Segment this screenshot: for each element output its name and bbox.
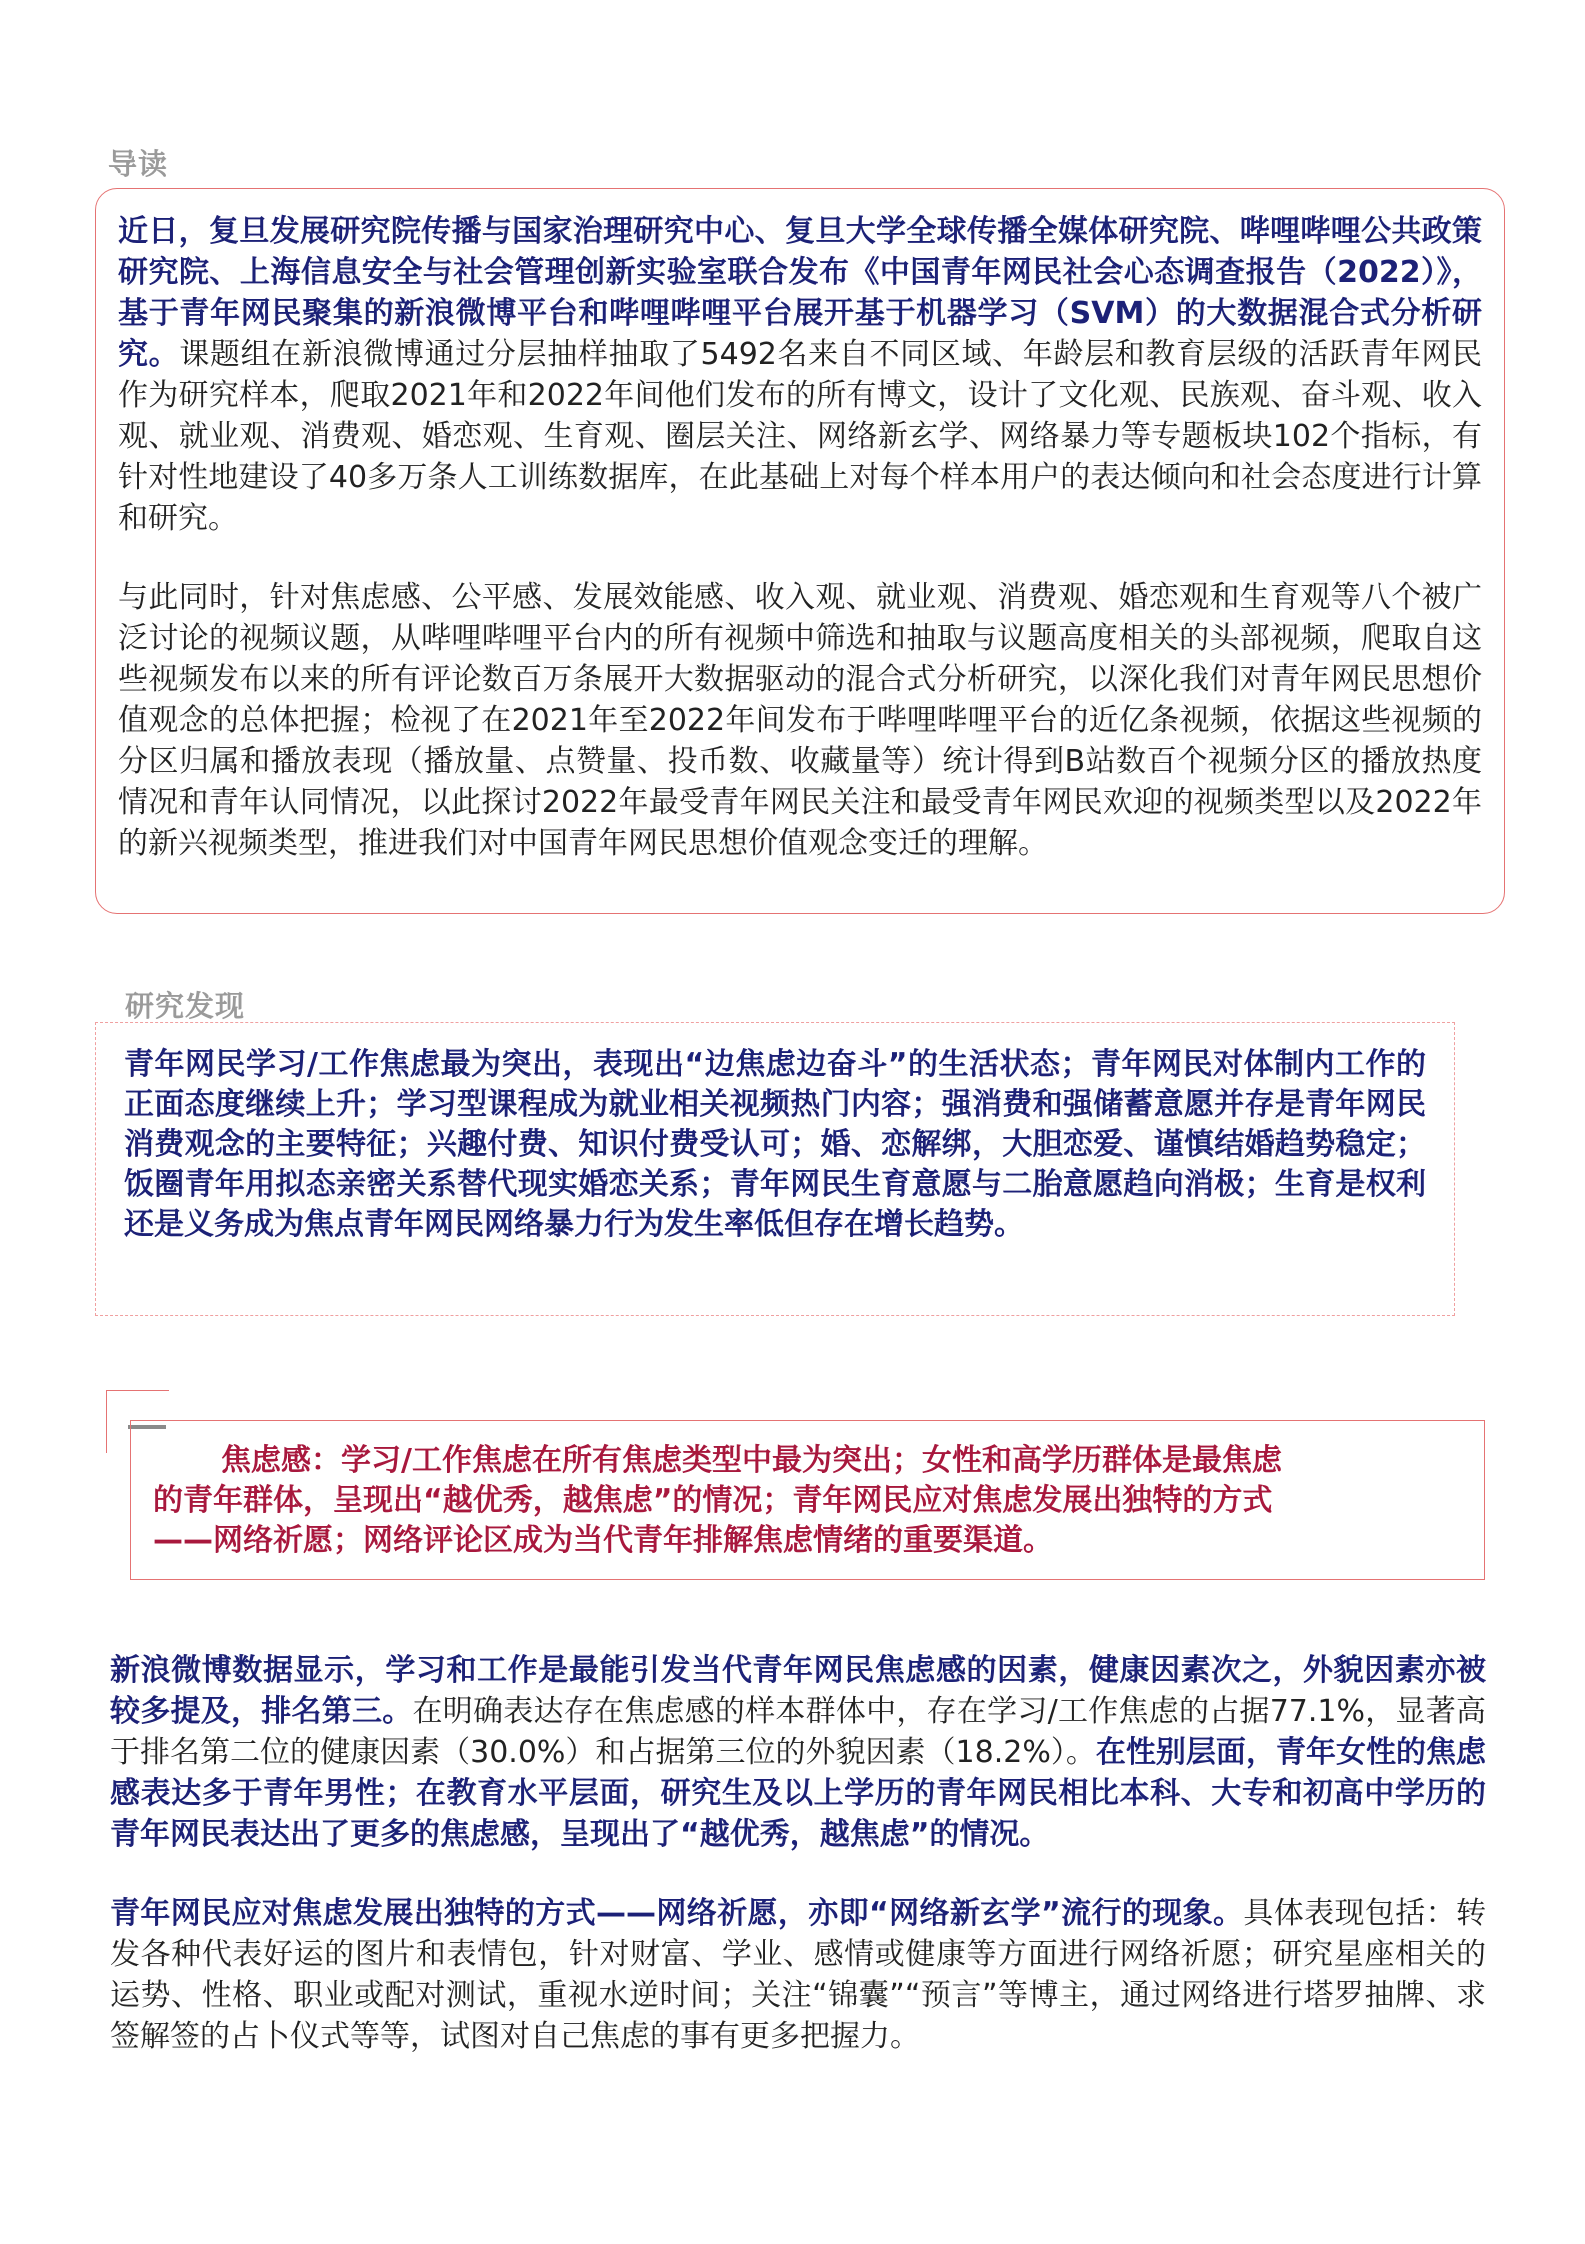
highlight-box — [130, 1420, 1485, 1580]
body-paragraph-2 — [110, 1893, 1486, 2057]
highlight-line-3: ——网络祈愿；网络评论区成为当代青年排解焦虑情绪的重要渠道。 — [153, 1523, 1053, 1558]
findings-label: 研究发现 — [125, 989, 246, 1023]
body-regular-c: 具体表现包括：转发各种代表好运的图片和表情包，针对财富、学业、感情或健康等方面进行网络祈愿；研究星座相关的运势、性格、职业或配对测试，重视水逆时间；关注“锦囊”“预言”等博主，通过网络进行塔罗抽牌、求签解签的占卜仪式等等，试图对自己焦虑的事有更多把握力。 — [110, 1896, 1487, 2054]
body-bold-c: 青年网民应对焦虑发展出独特的方式——网络祈愿，亦即“网络新玄学”流行的现象。 — [110, 1896, 1244, 1931]
body-paragraph-1 — [110, 1650, 1486, 1855]
intro-regular-text: 课题组在新浪微博通过分层抽样抽取了5492名来自不同区域、年龄层和教育层级的活跃青年网民作为研究样本，爬取2021年和2022年间他们发布的所有博文，设计了文化观、民族观、奋斗观、收入观、就业观、消费观、婚恋观、生育观、圈层关注、网络新玄学、网络暴力等专题板块102个指标，有针对性地建设了40多万条人工训练数据库，在此基础上对每个样本用户的表达倾向和社会态度进行计算和研究。 — [118, 337, 1482, 536]
body-regular-a: 在明确表达存在焦虑感的样本群体中，存在学习/工作焦虑的占据77.1%，显著高于排名第二位的健康因素（30.0%）和占据第三位的外貌因素（18.2%）。 — [110, 1694, 1486, 1770]
intro-bold-text: 近日，复旦发展研究院传播与国家治理研究中心、复旦大学全球传播全媒体研究院、哔哩哔哩公共政策研究院、上海信息安全与社会管理创新实验室联合发布《中国青年网民社会心态调查报告（2022）》，基于青年网民聚集的新浪微博平台和哔哩哔哩平台展开基于机器学习（SVM）的大数据混合式分析研究。 — [118, 214, 1482, 372]
intro-box — [95, 188, 1505, 914]
body-bold-a: 新浪微博数据显示，学习和工作是最能引发当代青年网民焦虑感的因素，健康因素次之，外貌因素亦被较多提及，排名第三。 — [110, 1653, 1486, 1729]
findings-box — [95, 1022, 1455, 1316]
highlight-line-2: 的青年群体，呈现出“越优秀，越焦虑”的情况；青年网民应对焦虑发展出独特的方式 — [153, 1483, 1273, 1518]
highlight-line-1: 焦虑感：学习/工作焦虑在所有焦虑类型中最为突出；女性和高学历群体是最焦虑 — [221, 1443, 1282, 1478]
body-bold-b: 在性别层面，青年女性的焦虑感表达多于青年男性；在教育水平层面，研究生及以上学历的青年网民相比本科、大专和初高中学历的青年网民表达出了更多的焦虑感，呈现出了“越优秀，越焦虑”的情况。 — [110, 1735, 1487, 1852]
highlight-text — [153, 1441, 1484, 1561]
intro-paragraph-1 — [118, 211, 1482, 539]
findings-text: 青年网民学习/工作焦虑最为突出，表现出“边焦虑边奋斗”的生活状态；青年网民对体制内工作的正面态度继续上升；学习型课程成为就业相关视频热门内容；强消费和强储蓄意愿并存是青年网民消费观念的主要特征；兴趣付费、知识付费受认可；婚、恋解绑，大胆恋爱、谨慎结婚趋势稳定；饭圈青年用拟态亲密关系替代现实婚恋关系；青年网民生育意愿与二胎意愿趋向消极；生育是权利还是义务成为焦点青年网民网络暴力行为发生率低但存在增长趋势。 — [124, 1047, 1426, 1242]
body-block — [110, 1650, 1486, 2057]
intro-paragraph-2: 与此同时，针对焦虑感、公平感、发展效能感、收入观、就业观、消费观、婚恋观和生育观等八个被广泛讨论的视频议题，从哔哩哔哩平台内的所有视频中筛选和抽取与议题高度相关的头部视频，爬取自这些视频发布以来的所有评论数百万条展开大数据驱动的混合式分析研究，以深化我们对青年网民思想价值观念的总体把握；检视了在2021年至2022年间发布于哔哩哔哩平台的近亿条视频，依据这些视频的分区归属和播放表现（播放量、点赞量、投币数、收藏量等）统计得到B站数百个视频分区的播放热度情况和青年认同情况，以此探讨2022年最受青年网民关注和最受青年网民欢迎的视频类型以及2022年的新兴视频类型，推进我们对中国青年网民思想价值观念变迁的理解。 — [118, 580, 1482, 861]
intro-label: 导读 — [108, 147, 169, 181]
